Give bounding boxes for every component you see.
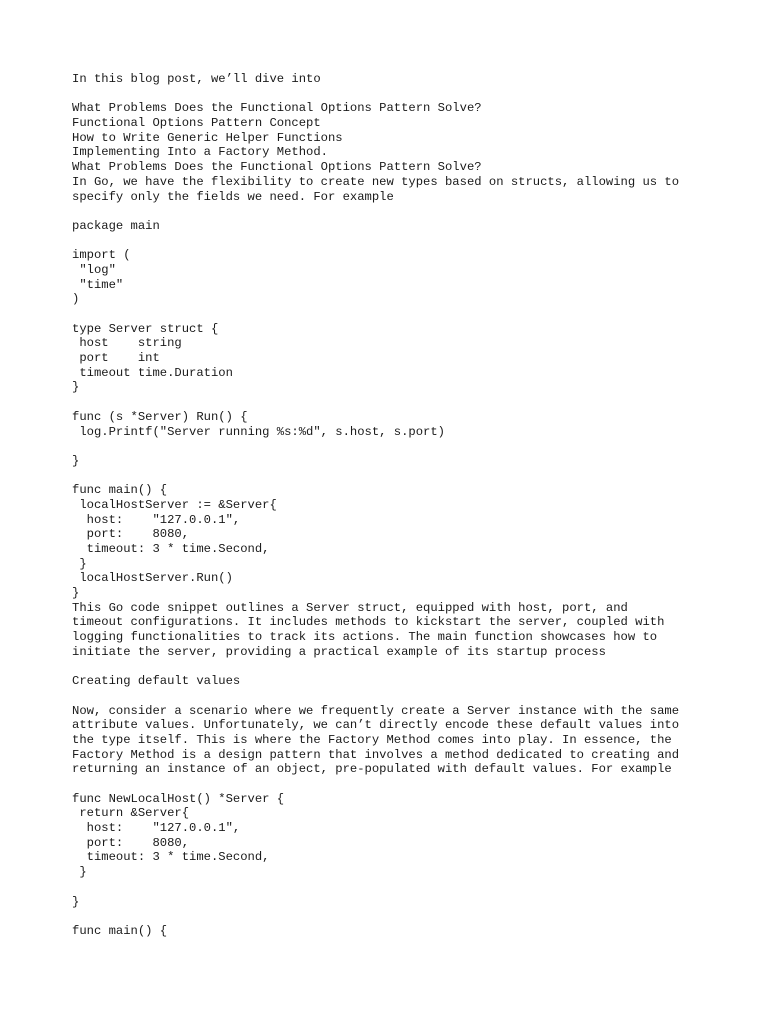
text-line: [72, 660, 732, 675]
text-line: [72, 395, 732, 410]
text-line: What Problems Does the Functional Options Pattern Solve?: [72, 101, 482, 116]
text-line: [72, 234, 732, 249]
text-line: return &Server{: [72, 806, 190, 821]
text-line: "time": [72, 277, 124, 292]
text-line: [72, 469, 732, 484]
text-line: What Problems Does the Functional Options Pattern Solve?: [72, 160, 482, 175]
text-line: host string: [72, 336, 182, 351]
text-line: port int: [72, 351, 160, 366]
text-line: port: 8080,: [72, 527, 190, 542]
text-line: In Go, we have the flexibility to create new types based on structs, allowing us to: [72, 174, 680, 189]
text-line: }: [72, 380, 80, 395]
text-line: specify only the fields we need. For example: [72, 189, 394, 204]
text-line: [72, 689, 732, 704]
text-line: timeout: 3 * time.Second,: [72, 542, 270, 556]
text-line: func NewLocalHost() *Server {: [72, 791, 285, 806]
text-line: import (: [72, 248, 131, 263]
text-line: type Server struct {: [72, 321, 219, 336]
text-line: port: 8080,: [72, 835, 190, 850]
text-line: func (s *Server) Run() {: [72, 409, 248, 424]
text-line: log.Printf("Server running %s:%d", s.host, s.port): [72, 424, 445, 439]
text-line: attribute values. Unfortunately, we can’t directly encode these default values into: [72, 718, 680, 733]
text-line: }: [72, 453, 80, 468]
text-line: "log": [72, 262, 116, 277]
text-line: }: [72, 586, 80, 601]
text-line: In this blog post, we’ll dive into: [72, 72, 321, 86]
text-line: Functional Options Pattern Concept: [72, 116, 321, 131]
text-line: [72, 880, 732, 895]
text-line: Factory Method is a design pattern that involves a method dedicated to creating and: [72, 747, 680, 762]
text-line: host: "127.0.0.1",: [72, 512, 241, 527]
text-line: }: [72, 556, 87, 571]
text-line: the type itself. This is where the Factory Method comes into play. In essence, the: [72, 732, 672, 747]
text-line: timeout configurations. It includes methods to kickstart the server, coupled with: [72, 615, 665, 630]
text-line: timeout time.Duration: [72, 365, 233, 380]
text-line: logging functionalities to track its actions. The main function showcases how to: [72, 630, 658, 645]
text-line: [72, 777, 732, 792]
document-page: [72, 72, 732, 939]
text-line: initiate the server, providing a practical example of its startup process: [72, 644, 606, 659]
text-line: [72, 307, 732, 322]
text-line: Implementing Into a Factory Method.: [72, 145, 328, 160]
text-line: func main() {: [72, 923, 168, 938]
text-line: returning an instance of an object, pre-populated with default values. For example: [72, 762, 672, 777]
text-line: localHostServer := &Server{: [72, 497, 277, 512]
text-line: Now, consider a scenario where we frequently create a Server instance with the same: [72, 703, 680, 718]
text-line: How to Write Generic Helper Functions: [72, 130, 343, 145]
text-line: }: [72, 894, 80, 909]
text-line: This Go code snippet outlines a Server struct, equipped with host, port, and: [72, 600, 628, 615]
text-line: Creating default values: [72, 674, 241, 689]
text-line: host: "127.0.0.1",: [72, 821, 241, 836]
text-line: timeout: 3 * time.Second,: [72, 850, 270, 865]
text-line: [72, 87, 732, 102]
text-line: [72, 439, 732, 454]
text-line: [72, 909, 732, 924]
text-line: func main() {: [72, 483, 168, 498]
text-line: [72, 204, 732, 219]
text-line: localHostServer.Run(): [72, 571, 233, 586]
text-line: }: [72, 865, 87, 880]
text-line: ): [72, 292, 80, 307]
text-line: package main: [72, 218, 160, 233]
